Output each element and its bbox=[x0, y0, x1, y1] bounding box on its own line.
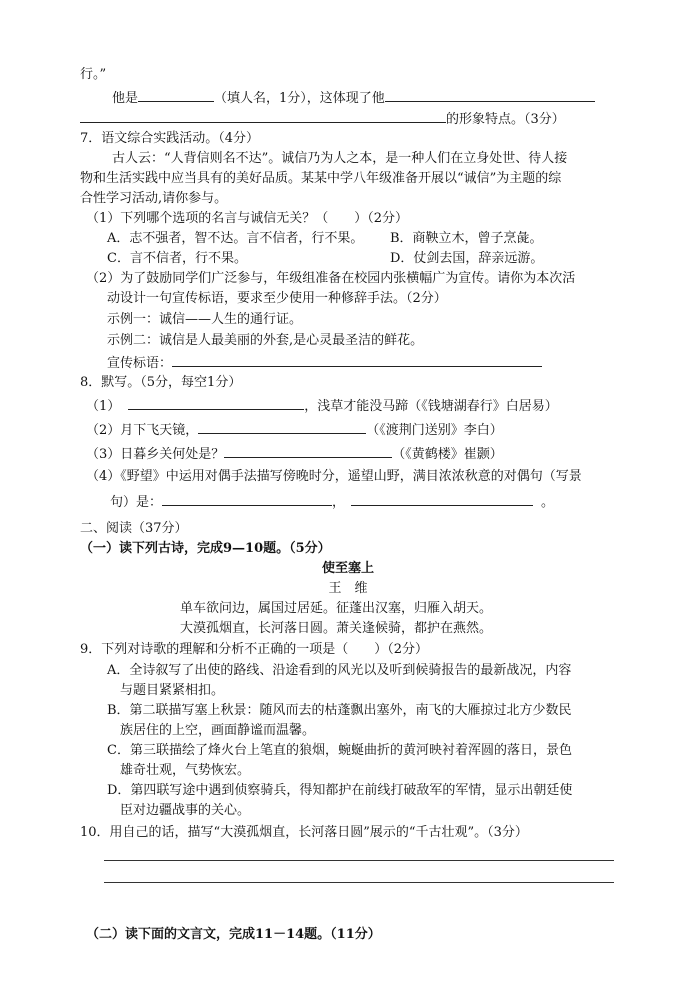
q8-l4b-comma: ， bbox=[332, 495, 346, 510]
who-line bbox=[112, 88, 595, 108]
q7-option-b: B．商鞅立木，曾子烹彘。 bbox=[390, 231, 543, 246]
slogan-blank[interactable] bbox=[172, 353, 542, 367]
q8-blank-2[interactable] bbox=[198, 420, 366, 434]
q8-line-4a: （4）《野望》中运用对偶手法描写傍晚时分，遥望山野，满目浓浓秋意的对偶句（写景 bbox=[86, 469, 582, 484]
q9-option-d-1: D．第四联写途中遇到侦察骑兵，得知都护在前线打破敌军的军情，显示出朝廷使 bbox=[107, 783, 573, 798]
q7-option-a: A．志不强者，智不达。言不信者，行不果。 bbox=[107, 231, 364, 246]
q8-blank-3[interactable] bbox=[224, 444, 392, 458]
q9-option-d-2: 臣对边疆战事的关心。 bbox=[120, 803, 251, 818]
q7-intro-2: 物和生活实践中应当具有的美好品质。某某中学八年级准备开展以“诚信”为主题的综 bbox=[80, 171, 562, 186]
q9-title: 9．下列对诗歌的理解和分析不正确的一项是（ ）（2分） bbox=[80, 642, 429, 657]
q8-l4b-end: 。 bbox=[541, 495, 555, 510]
q8-l2-suffix: （《渡荆门送别》李白） bbox=[366, 423, 503, 438]
q7-sub1: （1）下列哪个选项的名言与诚信无关？（ ）（2分） bbox=[86, 211, 409, 226]
q8-line-2 bbox=[86, 420, 503, 440]
trait-blank-1[interactable] bbox=[385, 88, 595, 102]
poem-line-2: 大漠孤烟直，长河落日圆。萧关逢候骑，都护在燕然。 bbox=[180, 621, 493, 636]
q8-l1-suffix: ，浅草才能没马蹄（《钱塘湖春行》白居易） bbox=[304, 399, 558, 414]
q8-l1-prefix: （1） bbox=[86, 399, 121, 414]
q8-l4b-prefix: 句）是： bbox=[110, 495, 163, 510]
part-1-heading: （一）读下列古诗，完成9—10题。（5分） bbox=[80, 541, 331, 556]
slogan-label: 宣传标语： bbox=[107, 356, 173, 371]
q7-sub2-line1: （2）为了鼓励同学们广泛参与，年级组准备在校园内张横幅广为宣传。请你为本次活 bbox=[86, 271, 576, 286]
trait-line bbox=[80, 109, 565, 129]
part-2-heading: （二）读下面的文言文，完成11－14题。（11分） bbox=[86, 927, 381, 942]
poem-line-1: 单车欲问边，属国过居延。征蓬出汉塞，归雁入胡天。 bbox=[180, 601, 493, 616]
q8-blank-1[interactable] bbox=[128, 396, 304, 410]
slogan-line bbox=[107, 353, 542, 373]
answer-line-1[interactable] bbox=[104, 860, 614, 861]
q7-example-2: 示例二：诚信是人最美丽的外套,是心灵最圣洁的鲜花。 bbox=[107, 333, 424, 348]
q7-option-c: C．言不信者，行不果。 bbox=[107, 251, 247, 266]
q8-l3-suffix: （《黄鹤楼》崔颢） bbox=[392, 447, 503, 462]
who-middle: （填人名，1分），这体现了他 bbox=[214, 91, 385, 106]
q7-title: 7．语文综合实践活动。（4分） bbox=[80, 131, 260, 146]
q8-blank-5[interactable] bbox=[351, 492, 533, 506]
trait-blank-2[interactable] bbox=[80, 109, 446, 123]
q8-l3-prefix: （3）日暮乡关何处是？ bbox=[86, 447, 225, 462]
answer-line-2[interactable] bbox=[104, 882, 614, 883]
q7-example-1: 示例一：诚信——人生的通行证。 bbox=[107, 312, 303, 327]
q7-intro-3: 合性学习活动,请你参与。 bbox=[80, 191, 228, 206]
q8-line-3 bbox=[86, 444, 503, 464]
q9-option-a-1: A．全诗叙写了出使的路线、沿途看到的风光以及听到候骑报告的最新战况，内容 bbox=[107, 663, 572, 678]
q10-title: 10．用自己的话，描写“大漠孤烟直，长河落日圆”展示的“千古壮观”。（3分） bbox=[80, 825, 528, 840]
poem-title: 使至塞上 bbox=[321, 561, 374, 576]
q9-option-c-2: 雄奇壮观，气势恢宏。 bbox=[120, 763, 251, 778]
name-blank[interactable] bbox=[138, 88, 214, 102]
who-prefix: 他是 bbox=[112, 91, 139, 106]
q8-title: 8．默写。（5分，每空1分） bbox=[80, 375, 242, 390]
q9-option-a-2: 与题目紧紧相扣。 bbox=[120, 683, 225, 698]
trait-suffix: 的形象特点。（3分） bbox=[446, 112, 565, 127]
q7-sub2-line2: 动设计一句宣传标语，要求至少使用一种修辞手法。（2分） bbox=[107, 291, 447, 306]
prev-question-tail: 行。” bbox=[80, 67, 107, 82]
q8-line-1 bbox=[86, 396, 558, 416]
q8-l2-prefix: （2）月下飞天镜， bbox=[86, 423, 199, 438]
q8-line-4b bbox=[110, 492, 554, 512]
q7-intro-1: 古人云：“人背信则名不达”。诚信乃为人之本，是一种人们在立身处世、待人接 bbox=[112, 151, 568, 166]
q9-option-b-1: B．第二联描写塞上秋景：随风而去的枯蓬飘出塞外，南飞的大雁掠过北方少数民 bbox=[107, 703, 572, 718]
section-2-title: 二、阅读（37分） bbox=[80, 521, 188, 536]
q9-option-b-2: 族居住的上空，画面静谧而温馨。 bbox=[120, 723, 316, 738]
q8-blank-4[interactable] bbox=[162, 492, 332, 506]
q7-option-d: D．仗剑去国，辞亲远游。 bbox=[390, 251, 544, 266]
q9-option-c-1: C．第三联描绘了烽火台上笔直的狼烟，蜿蜒曲折的黄河映衬着浑圆的落日，景色 bbox=[107, 743, 572, 758]
poem-author: 王 维 bbox=[328, 581, 368, 596]
